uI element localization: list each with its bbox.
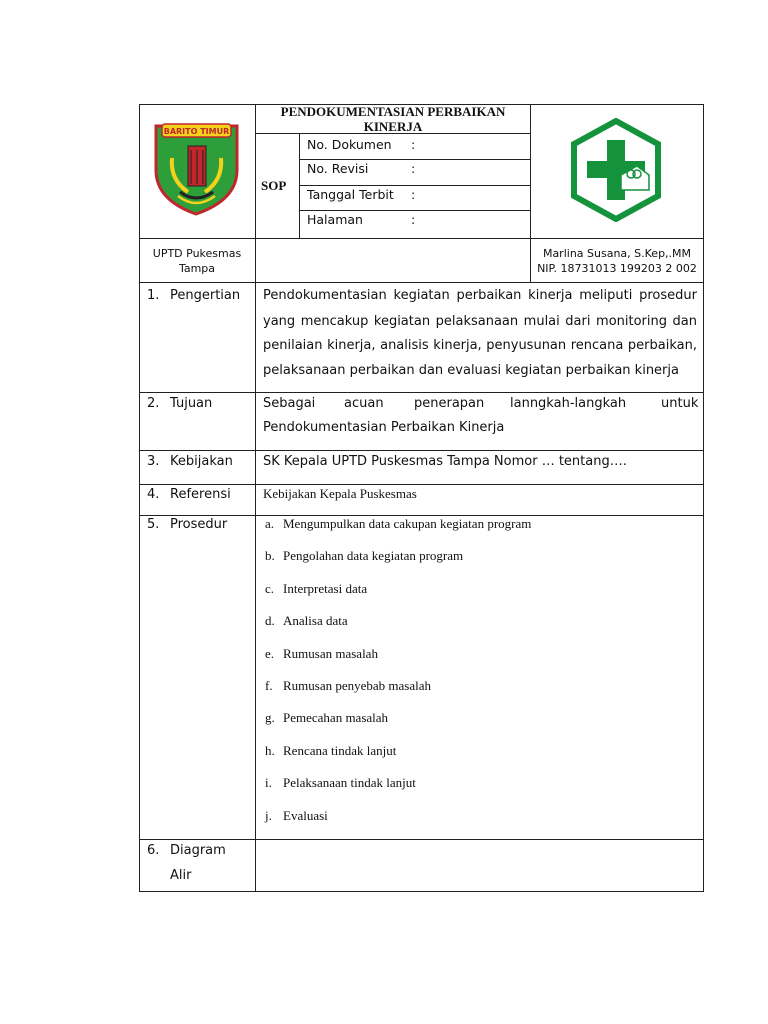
pengertian-line-4: pelaksanaan perbaikan dan evaluasi kegiatan perbaikan kinerja xyxy=(263,363,679,378)
table-border-bottom xyxy=(139,891,704,892)
table-border-right xyxy=(703,104,704,892)
field-line-3 xyxy=(299,210,531,211)
row-line-referensi xyxy=(139,484,704,485)
tujuan-line-2: Pendokumentasian Perbaikan Kinerja xyxy=(263,420,505,435)
tujuan-word-3: penerapan xyxy=(414,396,485,411)
barito-timur-emblem xyxy=(150,120,243,216)
prosedur-step-text: Rumusan masalah xyxy=(283,646,378,661)
row-line-tujuan xyxy=(139,392,704,393)
header-bottom-line xyxy=(139,238,704,239)
section-diagram-label-line2: Alir xyxy=(170,868,192,883)
prosedur-step-letter: e. xyxy=(265,646,275,661)
field-no-revisi-sep: : xyxy=(411,161,416,176)
prosedur-step-letter: b. xyxy=(265,548,275,563)
row-line-kebijakan xyxy=(139,450,704,451)
section-diagram-label-line1: Diagram xyxy=(170,843,226,858)
prosedur-step-text: Mengumpulkan data cakupan kegiatan program xyxy=(283,516,532,531)
prosedur-step-text: Analisa data xyxy=(283,613,348,628)
prosedur-step-letter: f. xyxy=(265,678,273,693)
field-halaman-label: Halaman xyxy=(307,212,363,227)
field-no-dokumen-label: No. Dokumen xyxy=(307,137,392,152)
organization-name-line1: UPTD Pukesmas xyxy=(152,247,242,260)
tujuan-word-1: Sebagai xyxy=(263,396,316,411)
prosedur-step-text: Rumusan penyebab masalah xyxy=(283,678,432,693)
tujuan-word-2: acuan xyxy=(344,396,384,411)
pengertian-line-1: Pendokumentasian kegiatan perbaikan kinerja meliputi prosedur xyxy=(263,288,697,303)
document-title-line2: KINERJA xyxy=(363,119,423,134)
field-halaman-sep: : xyxy=(411,212,416,227)
field-no-dokumen-sep: : xyxy=(411,137,416,152)
prosedur-step-text: Interpretasi data xyxy=(283,581,368,596)
section-prosedur-label: Prosedur xyxy=(170,517,228,532)
field-tanggal-terbit-label: Tanggal Terbit xyxy=(307,187,394,202)
prosedur-step-letter: g. xyxy=(265,710,275,725)
prosedur-step-text: Pelaksanaan tindak lanjut xyxy=(283,775,416,790)
tujuan-word-4: lanngkah-langkah xyxy=(510,396,627,411)
prosedur-step-letter: d. xyxy=(265,613,275,628)
prosedur-step-letter: i. xyxy=(265,775,272,790)
pengertian-line-3: penilaian kinerja, analisis kinerja, penyusunan rencana perbaikan, xyxy=(263,338,697,353)
prosedur-step-letter: j. xyxy=(265,808,272,823)
organization-name-line2: Tampa xyxy=(178,262,216,275)
field-tanggal-terbit-sep: : xyxy=(411,187,416,202)
signer-nip: NIP. 18731013 199203 2 002 xyxy=(537,262,697,275)
puskesmas-logo xyxy=(569,118,663,222)
referensi-text: Kebijakan Kepala Puskesmas xyxy=(263,486,417,501)
table-border-left xyxy=(139,104,140,892)
kebijakan-text: SK Kepala UPTD Puskesmas Tampa Nomor … tentang…. xyxy=(263,454,627,469)
prosedur-step-letter: h. xyxy=(265,743,275,758)
prosedur-step-text: Pengolahan data kegiatan program xyxy=(283,548,464,563)
section-referensi-label: Referensi xyxy=(170,487,231,502)
section-tujuan-number: 2. xyxy=(147,396,160,411)
prosedur-step-text: Evaluasi xyxy=(283,808,328,823)
prosedur-step-letter: a. xyxy=(265,516,275,531)
emblem-banner-text: BARITO TIMUR xyxy=(163,127,230,136)
prosedur-step-text: Rencana tindak lanjut xyxy=(283,743,397,758)
section-pengertian-number: 1. xyxy=(147,288,160,303)
signer-row-line xyxy=(139,282,704,283)
pengertian-line-2: yang mencakup kegiatan pelaksanaan mulai dari monitoring dan xyxy=(263,314,697,329)
row-line-diagram xyxy=(139,839,704,840)
header-divider-left xyxy=(255,104,256,892)
section-diagram-number: 6. xyxy=(147,843,160,858)
prosedur-step-text: Pemecahan masalah xyxy=(283,710,389,725)
field-line-2 xyxy=(299,185,531,186)
signer-name: Marlina Susana, S.Kep,.MM xyxy=(542,247,692,260)
document-title-line1: PENDOKUMENTASIAN PERBAIKAN xyxy=(280,104,506,119)
section-referensi-number: 4. xyxy=(147,487,160,502)
section-prosedur-number: 5. xyxy=(147,517,160,532)
section-kebijakan-number: 3. xyxy=(147,454,160,469)
sop-document xyxy=(139,104,704,892)
field-line-1 xyxy=(299,159,531,160)
section-pengertian-label: Pengertian xyxy=(170,288,241,303)
prosedur-step-letter: c. xyxy=(265,581,275,596)
sop-label: SOP xyxy=(261,178,287,193)
tujuan-word-5: untuk xyxy=(661,396,699,411)
section-kebijakan-label: Kebijakan xyxy=(170,454,233,469)
section-tujuan-label: Tujuan xyxy=(170,396,213,411)
field-no-revisi-label: No. Revisi xyxy=(307,161,369,176)
